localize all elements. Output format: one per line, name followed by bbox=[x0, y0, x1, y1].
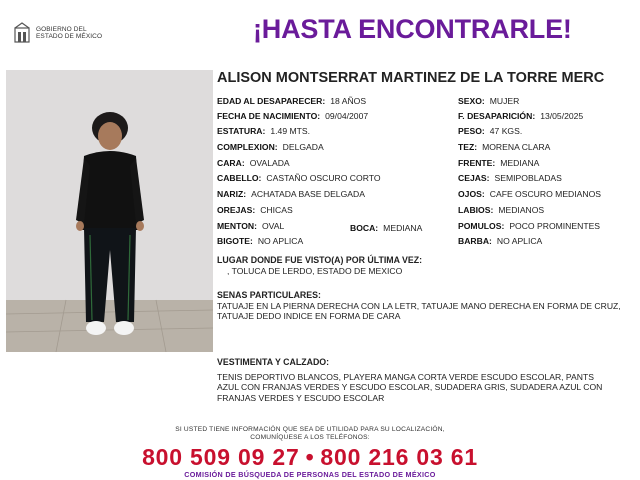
field-cara bbox=[217, 158, 290, 169]
clothing-section bbox=[217, 357, 617, 403]
field-estatura bbox=[217, 126, 310, 137]
phone-numbers bbox=[0, 444, 620, 471]
field-frente bbox=[458, 158, 539, 169]
field-label: MENTON: bbox=[217, 221, 257, 231]
last-seen-title: LUGAR DONDE FUE VISTO(A) POR ÚLTIMA VEZ: bbox=[217, 255, 423, 265]
field-label: LABIOS: bbox=[458, 205, 494, 215]
last-seen-value: , TOLUCA DE LERDO, ESTADO DE MEXICO bbox=[227, 265, 403, 276]
clothing-value: TENIS DEPORTIVO BLANCOS, PLAYERA MANGA CORTA VERDE ESCUDO ESCOLAR, PANTS AZUL CON FRANJAS VERDES Y ESCUDO ESCOLAR, SUDADERA GRIS, SUDADERA AZUL CON FRANJAS VERDES Y ESCUDO ESCOLAR bbox=[217, 371, 603, 403]
field-nariz bbox=[217, 189, 365, 200]
footer-note-line1: SI USTED TIENE INFORMACIÓN QUE SEA DE UTILIDAD PARA SU LOCALIZACIÓN, bbox=[175, 426, 445, 433]
clothing-title: VESTIMENTA Y CALZADO: bbox=[217, 357, 330, 367]
person-photo bbox=[6, 70, 213, 352]
field-label: NARIZ: bbox=[217, 189, 247, 199]
field-value: CAFE OSCURO MEDIANOS bbox=[489, 189, 602, 199]
phone-number-1[interactable]: 800 509 09 27 bbox=[142, 444, 300, 470]
field-ojos bbox=[458, 189, 601, 200]
field-peso bbox=[458, 126, 522, 137]
field-value: 18 AÑOS bbox=[330, 96, 367, 106]
field-complexion bbox=[217, 142, 324, 153]
field-nacimiento bbox=[217, 111, 368, 122]
field-sexo bbox=[458, 96, 519, 107]
field-value: 1.49 MTS. bbox=[270, 126, 311, 136]
field-value: DELGADA bbox=[282, 142, 324, 152]
field-cabello bbox=[217, 173, 381, 184]
logo-line1: GOBIERNO DEL bbox=[36, 26, 87, 33]
field-label: SEXO: bbox=[458, 96, 485, 106]
field-label: BIGOTE: bbox=[217, 236, 253, 246]
field-label: EDAD AL DESAPARECER: bbox=[217, 96, 326, 106]
field-value: POCO PROMINENTES bbox=[509, 221, 601, 231]
field-edad bbox=[217, 96, 366, 107]
field-value: OVALADA bbox=[249, 158, 290, 168]
field-value: 13/05/2025 bbox=[540, 111, 584, 121]
field-label: BARBA: bbox=[458, 236, 492, 246]
field-value: 47 KGS. bbox=[489, 126, 523, 136]
field-label: POMULOS: bbox=[458, 221, 505, 231]
field-orejas bbox=[217, 205, 293, 216]
field-barba bbox=[458, 236, 542, 247]
phone-number-2[interactable]: 800 216 03 61 bbox=[320, 444, 478, 470]
field-desaparicion bbox=[458, 111, 583, 122]
field-value: MEDIANOS bbox=[498, 205, 545, 215]
field-label: ESTATURA: bbox=[217, 126, 266, 136]
field-label: OREJAS: bbox=[217, 205, 256, 215]
field-value: CHICAS bbox=[260, 205, 293, 215]
state-emblem-icon bbox=[12, 22, 32, 44]
field-cejas bbox=[458, 173, 562, 184]
field-label: BOCA: bbox=[350, 223, 379, 233]
field-menton bbox=[217, 221, 284, 232]
particular-signs-title: SENAS PARTICULARES: bbox=[217, 290, 321, 300]
last-seen-section bbox=[217, 255, 627, 276]
field-label: TEZ: bbox=[458, 142, 478, 152]
field-label: FECHA DE NACIMIENTO: bbox=[217, 111, 321, 121]
field-value: NO APLICA bbox=[257, 236, 304, 246]
field-value: OVAL bbox=[261, 221, 285, 231]
field-label: CARA: bbox=[217, 158, 245, 168]
field-value: MEDIANA bbox=[500, 158, 540, 168]
field-label: COMPLEXION: bbox=[217, 142, 278, 152]
logo-text bbox=[36, 26, 102, 40]
field-value: 09/04/2007 bbox=[325, 111, 369, 121]
field-value: CASTAÑO OSCURO CORTO bbox=[266, 173, 381, 183]
logo-line2: ESTADO DE MÉXICO bbox=[36, 33, 103, 40]
field-value: MORENA CLARA bbox=[482, 142, 551, 152]
field-label: FRENTE: bbox=[458, 158, 496, 168]
headline: ¡HASTA ENCONTRARLE! bbox=[253, 14, 572, 44]
field-boca bbox=[350, 223, 422, 234]
footer-note-line2: COMUNÍQUESE A LOS TELÉFONOS: bbox=[250, 434, 370, 441]
field-label: CABELLO: bbox=[217, 173, 262, 183]
phone-separator: • bbox=[305, 444, 315, 470]
field-pomulos bbox=[458, 221, 600, 232]
person-name: ALISON MONTSERRAT MARTINEZ DE LA TORRE MERC bbox=[217, 70, 605, 86]
particular-signs-value: TATUAJE EN LA PIERNA DERECHA CON LA LETR, TATUAJE MANO DERECHA EN FORMA DE CRUZ, TATUAJE DEDO INDICE EN FORMA DE CARA bbox=[217, 300, 621, 321]
person-photo-illustration bbox=[6, 70, 213, 352]
field-labios bbox=[458, 205, 544, 216]
field-value: ACHATADA BASE DELGADA bbox=[251, 189, 365, 199]
field-value: MUJER bbox=[489, 96, 520, 106]
government-logo bbox=[12, 22, 102, 44]
field-bigote bbox=[217, 236, 303, 247]
field-label: OJOS: bbox=[458, 189, 485, 199]
field-value: NO APLICA bbox=[496, 236, 543, 246]
field-tez bbox=[458, 142, 550, 153]
field-value: SEMIPOBLADAS bbox=[494, 173, 562, 183]
field-value: MEDIANA bbox=[383, 223, 423, 233]
particular-signs-section bbox=[217, 290, 622, 322]
field-label: PESO: bbox=[458, 126, 485, 136]
field-label: F. DESAPARICIÓN: bbox=[458, 111, 536, 121]
field-label: CEJAS: bbox=[458, 173, 490, 183]
commission-name: COMISIÓN DE BÚSQUEDA DE PERSONAS DEL ESTADO DE MÉXICO bbox=[184, 470, 436, 479]
